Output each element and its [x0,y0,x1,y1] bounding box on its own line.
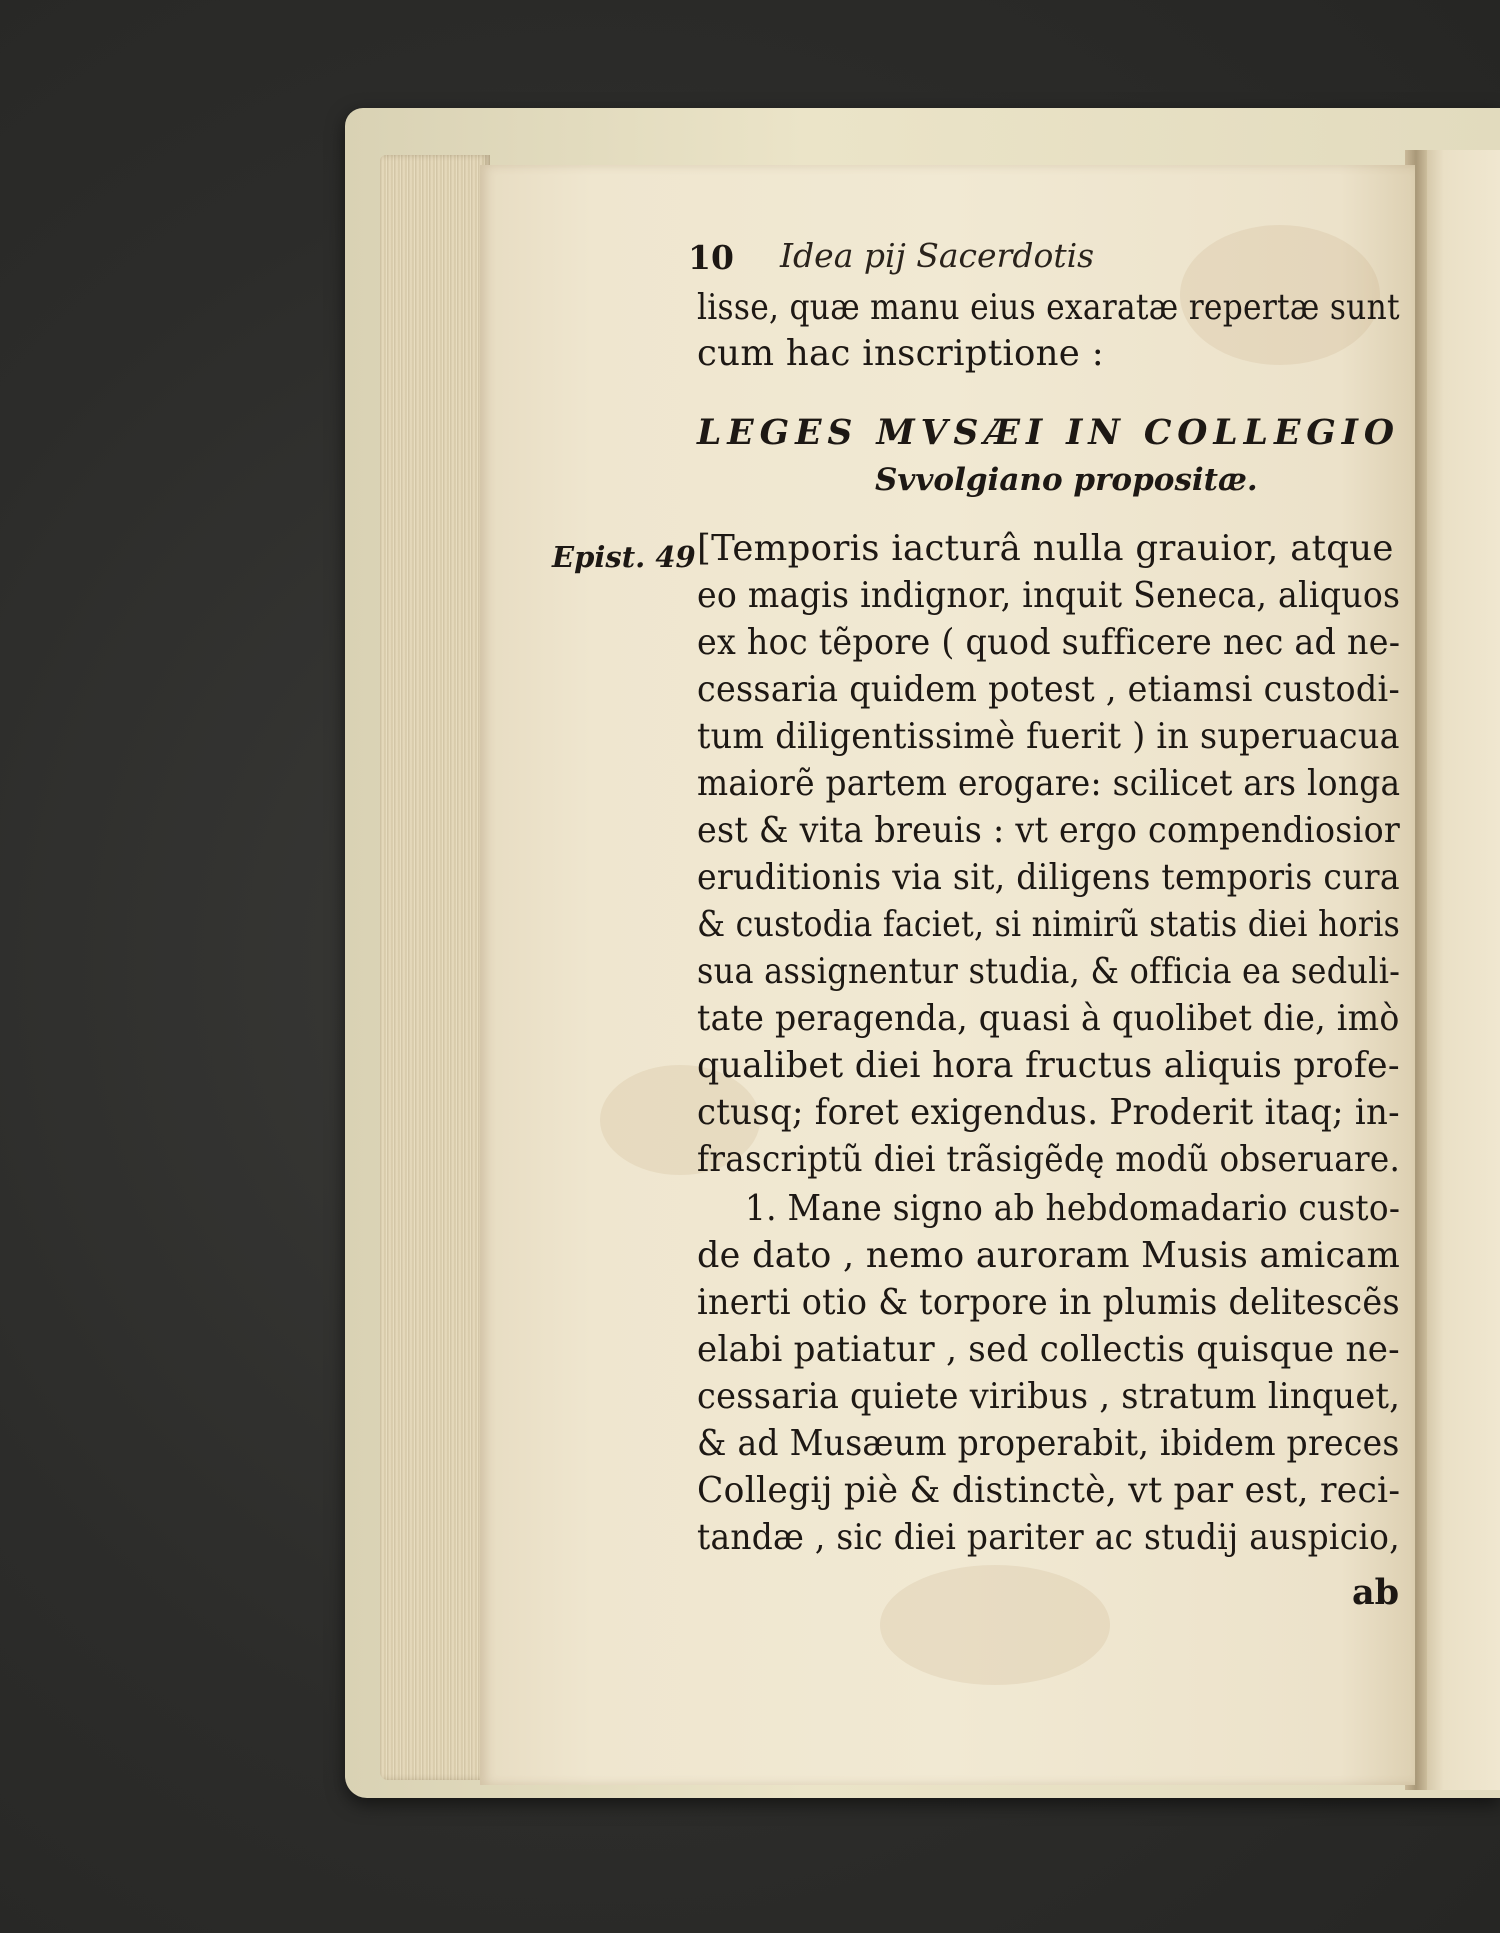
text-line: qualibet diei hora fructus aliquis profe- [697,1045,1400,1086]
text-line: lisse, quæ manu eius exaratæ repertæ sunt [697,287,1400,328]
catchword: ab [1352,1572,1400,1613]
text-line: & custodia faciet, si nimirũ statis diei horis [697,904,1401,945]
running-title: Idea pij Sacerdotis [780,236,1095,275]
text-line: eruditionis via sit, diligens temporis cura [697,857,1400,898]
marginal-note: Epist. 49 [552,540,696,574]
text-line: cessaria quidem potest , etiamsi custodi- [697,669,1401,710]
section-subheading: Svvolgiano propositæ. [875,462,1258,498]
facing-page-edge [1420,150,1500,1790]
text-line: tum diligentissimè fuerit ) in superuacua [697,716,1400,757]
section-heading: LEGES MVSÆI IN COLLEGIO [697,412,1400,453]
text-line: ctusq; foret exigendus. Proderit itaq; in- [697,1092,1400,1133]
text-line: Collegij piè & distinctè, vt par est, reci- [697,1470,1401,1511]
text-line: de dato , nemo auroram Musis amicam [697,1235,1401,1276]
text-line: cum hac inscriptione : [697,333,1104,374]
text-line: inerti otio & torpore in plumis delitescẽs [697,1282,1400,1323]
text-line: eo magis indignor, inquit Seneca, aliquos [697,575,1401,616]
text-line: tandæ , sic diei pariter ac studij auspicio, [697,1517,1400,1558]
text-line: frascriptũ diei trãsigẽdę modũ obseruare. [697,1139,1401,1180]
text-line: maiorẽ partem erogare: scilicet ars longa [697,763,1401,804]
text-line: 1. Mane signo ab hebdomadario custo- [745,1188,1401,1229]
text-line: ex hoc tẽpore ( quod sufficere nec ad ne- [697,622,1401,663]
text-line: est & vita breuis : vt ergo compendiosior [697,810,1401,851]
text-line: [Temporis iacturâ nulla grauior, atque [697,528,1394,569]
text-line: tate peragenda, quasi à quolibet die, imò [697,998,1400,1039]
page-edges [380,155,490,1780]
text-line: & ad Musæum properabit, ibidem preces [697,1423,1400,1464]
text-line: elabi patiatur , sed collectis quisque ne- [697,1329,1400,1370]
paper-stain [880,1565,1110,1685]
text-line: cessaria quiete viribus , stratum linquet, [697,1376,1401,1417]
page-number: 10 [688,238,734,277]
text-line: sua assignentur studia, & officia ea seduli- [697,951,1401,992]
